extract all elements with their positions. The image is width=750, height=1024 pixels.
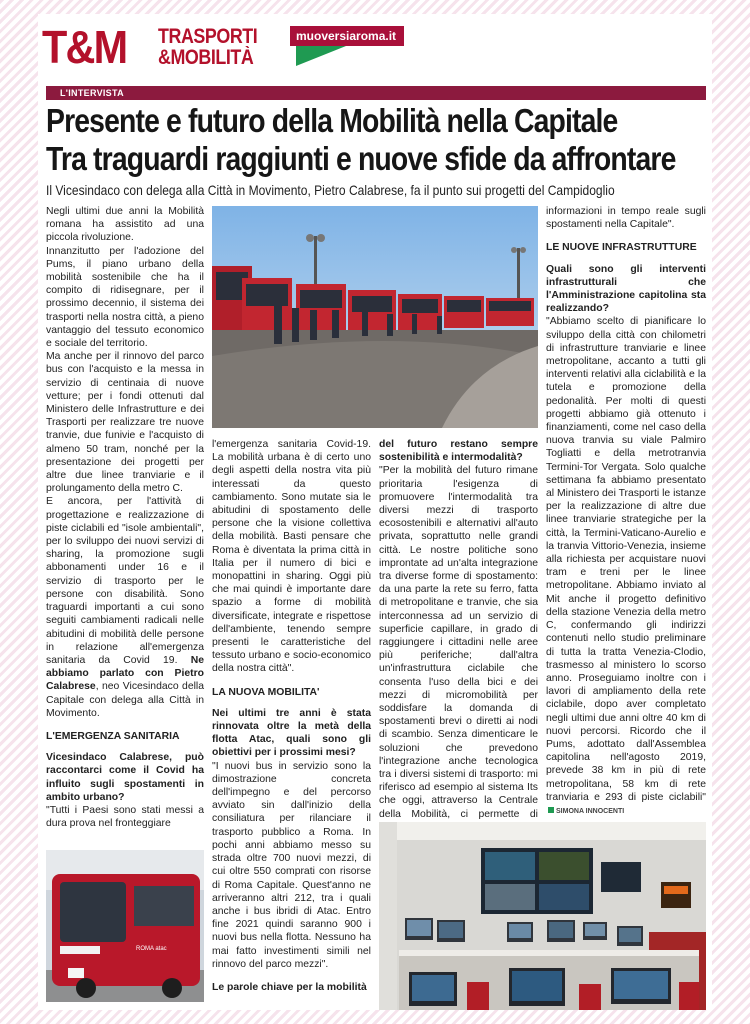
interview-answer: "Tutti i Paesi sono stati messi a dura prova nel fronteggiare xyxy=(46,804,204,830)
interview-answer: "I nuovi bus in servizio sono la dimostrazione concreta dell'impegno e del percorso avviato sin dall'inizio della consiliatura per rilanciare il trasporto pubblico a Roma. In pochi anni abbiamo messo su strada oltre 700 nuovi mezzi, di cui oltre 550 comprati con risorse di Roma Capitale. Quest'anno ne arriveranno altri 212, tra i quali anche i bus ibridi di Atac. Entro fine 2021 quindi saranno 900 i nuovi bus nella flotta. Nessuno ha mai fatto investimenti simili nel rinnovo del parco mezzi". xyxy=(212,760,371,970)
interview-answer: l'emergenza sanitaria Covid-19. La mobilità urbana è di certo uno degli aspetti della nostra vita più interessati da questo cambiamento. Sono mutate sia le abitudini di spostamento delle persone che la visione collettiva della mobilità. Basti pensare che Roma è diventata la prima città in Italia per il numero di bici e monopattini in sharing. Oggi più che mai quindi è importante dare spazio a forme di mobilità diversificate, integrate e rispettose dell'ambiente, tenendo sempre presenti le caratteristiche del tessuto urbano e socio-economico della nostra città". xyxy=(212,439,371,675)
section-label: L'INTERVISTA xyxy=(60,88,124,98)
newspaper-page xyxy=(38,14,712,1010)
interview-question: Le parole chiave per la mobilità xyxy=(212,981,367,993)
paragraph xyxy=(46,495,204,719)
site-url: muoversiaroma.it xyxy=(290,26,404,46)
paragraph: Negli ultimi due anni la Mobilità romana ha assistito ad una piccola rivoluzione. xyxy=(46,206,204,244)
site-badge xyxy=(290,26,408,76)
electric-bus-illustration xyxy=(46,850,204,1002)
logo-wordmark xyxy=(158,26,275,68)
interview-question: Nei ultimi tre anni è stata rinnovata oltre la metà della flotta Atac, quali sono gli obiettivi per i prossimi mesi? xyxy=(212,707,371,759)
section-subheading: LA NUOVA MOBILITA' xyxy=(212,686,320,698)
headline-line-1: Presente e futuro della Mobilità nella Capitale xyxy=(46,102,618,139)
interview-question: Vicesindaco Calabrese, può raccontarci come il Covid ha influito sugli spostamenti in ambito urbano? xyxy=(46,752,204,803)
photo-electric-bus xyxy=(46,850,204,1002)
headline xyxy=(46,102,676,178)
paragraph: Innanzitutto per l'adozione del Pums, il piano urbano della mobilità sostenibile che ha il compito di ridisegnare, per il prossimo decennio, il sistema dei trasporti nella nostra città, a pieno vantaggio del tessuto economico e sociale del territorio. xyxy=(46,245,204,350)
site-arrow-icon xyxy=(296,46,346,66)
article-column-2 xyxy=(212,438,371,1012)
interview-question: Quali sono gli interventi infrastrutturali che l'Amministrazione capitolina sta realizzando? xyxy=(546,263,706,315)
interview-answer xyxy=(546,315,706,818)
logo-monogram: T&M xyxy=(42,21,127,73)
article-column-1 xyxy=(46,205,204,845)
logo-line-mobilita: &MOBILITÀ xyxy=(158,46,254,69)
headline-line-2: Tra traguardi raggiunti e nuove sfide da affrontare xyxy=(46,140,676,177)
article-column-4 xyxy=(546,205,706,821)
section-bar xyxy=(46,86,706,100)
photo-control-room xyxy=(379,822,706,1010)
text-span: E ancora, per l'attività di progettazione e realizzazione di piste ciclabili ed "isole ambientali", per lo sviluppo dei nuovi servizi di sharing, la promozione sugli abbonamenti under 16 e il servizio di trasporto per le persone con disabilità. Sono traguardi importanti a cui sono seguiti cambiamenti radicali nelle abitudini di mobilità delle persone in relazione all'emergenza sanitaria da Covid 19. xyxy=(46,496,204,666)
interview-answer: "Per la mobilità del futuro rimane prioritaria l'esigenza di promuovere l'intermodalità tra diversi mezzi di trasporto ecosostenibili e alternativi all'auto privata, soprattutto nelle grandi città. Le nostre politiche sono improntate ad un'alta integrazione tra diverse forme di spostamento: da una parte la rete su ferro, fatta di metropolitane e tranvie, che sia interconnessa ad un servizio di superficie capillare, in grado di raggiungere i cittadini nelle aree più periferiche; dall'altra un'infrastruttura ciclabile che consenta l'uso della bici e dei mezzi di micromobilità per soddisfare la domanda di spostamenti brevi o diretti ai nodi di scambio. Senza dimenticare le soluzioni che prevedono l'integrazione anche tecnologica tra i diversi sistemi di trasporto: mi riferisco ad esempio al sistema Its che oggi, attraverso la Centrale della Mobilità, ci permette di xyxy=(379,465,538,820)
masthead xyxy=(38,20,712,80)
control-room-illustration xyxy=(379,822,706,1010)
author-byline: SIMONA INNOCENTI xyxy=(556,807,625,815)
end-mark-icon xyxy=(548,807,554,813)
highlighted-text: Ne abbiamo parlato con Pietro Calabrese xyxy=(46,654,204,693)
article-column-3 xyxy=(379,438,538,818)
interview-question: del futuro restano sempre sostenibilità e intermodalità? xyxy=(379,439,538,464)
subheadline: Il Vicesindaco con delega alla Città in Movimento, Pietro Calabrese, fa il punto sui progetti del Campidoglio xyxy=(46,182,615,198)
bus-fleet-illustration xyxy=(212,206,538,428)
text-span: , neo Vicesindaco della Capitale con delega alla Città in Movimento. xyxy=(46,681,204,719)
photo-bus-fleet xyxy=(212,206,538,428)
section-subheading: LE NUOVE INFRASTRUTTURE xyxy=(546,242,697,254)
logo-line-trasporti: TRASPORTI xyxy=(158,25,258,48)
paragraph: Ma anche per il rinnovo del parco bus con l'acquisto e la messa in servizio di centinaia di nuove vetture; per i fondi ottenuti dal Ministero delle Infrastrutture e dei Trasporti per realizzare tre nuove tranvie, due funivie e l'acquisto di almeno 50 tram, nonché per la presentazione dei progetti per altre due linee tranviarie e il prolungamento della metro C. xyxy=(46,351,204,495)
interview-answer: informazioni in tempo reale sugli spostamenti nella Capitale". xyxy=(546,206,706,231)
text-span: "Abbiamo scelto di pianificare lo sviluppo della città con chilometri di infrastrutture tranviarie e linee metropolitane, accanto a tutti gli interventi relativi alla ciclabilità e la tutela e promozione della pedonalità. Per molti di questi progetti abbiamo già ottenuto i finanziamenti, come nel caso della nuova tranvia su viale Palmiro Togliatti e della metrotranvia Termini-Tor Vergata. Solo qualche settimana fa abbiamo presentato al Ministero dei Trasporti le istanze per la realizzazione di altre due linee tranviarie strategiche per la città, la Termini-Vaticano-Aurelio e la tranvia Vittorio-Venezia, insieme alla richiesta per acquistare nuovi tram e treni per le linee metropolitane. Abbiamo inviato al Mit anche il progetto definitivo della stazione Venezia della metro C, confermando gli indirizzi contenuti nello studio preliminare di tutta la tratta Venezia-Clodio, trasmesso al ministero lo scorso anno. Proseguiamo inoltre con i lavori di ampliamento della rete ciclabile, dopo aver completato negli ultimi due anni oltre 40 km di nuovi percorsi. Ricordo che il Pums, adottato dall'Assemblea capitolina nell'agosto 2019, prevede 38 km in più di rete metropolitana, 58 km di rete tranviaria e 293 di piste ciclabili" xyxy=(546,316,706,803)
publication-logo xyxy=(38,20,276,76)
bus-livery-text: ROMA atac xyxy=(136,946,167,952)
section-subheading: L'EMERGENZA SANITARIA xyxy=(46,730,180,742)
